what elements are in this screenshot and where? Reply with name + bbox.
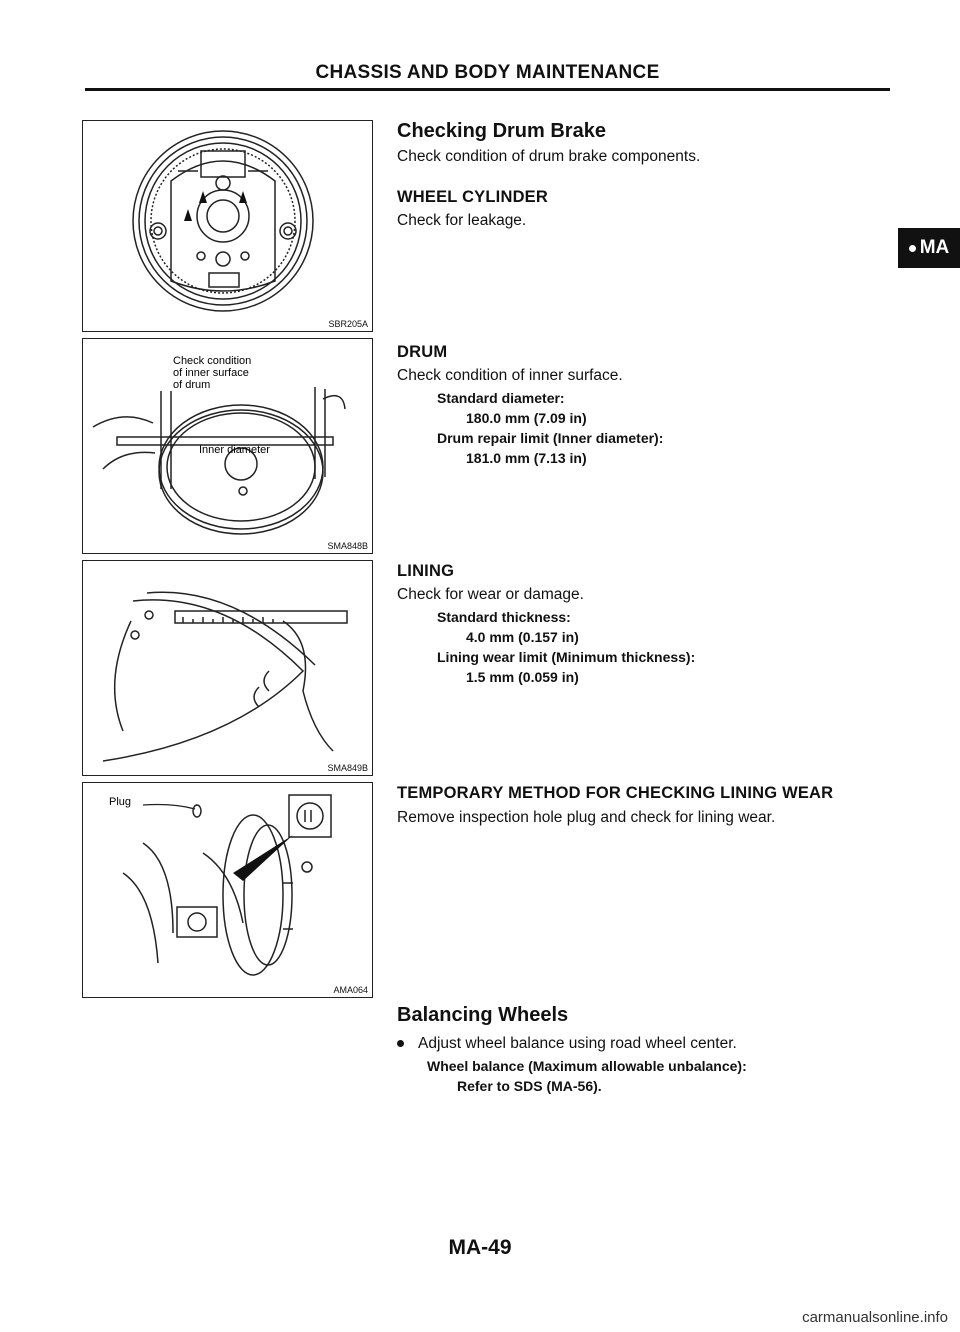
drum-limit-label: Drum repair limit (Inner diameter): — [437, 430, 664, 446]
page-header: CHASSIS AND BODY MAINTENANCE — [315, 62, 660, 83]
watermark: carmanualsonline.info — [802, 1309, 948, 1326]
callout-inner-surface: of inner surface — [173, 367, 249, 379]
lining-limit-value: 1.5 mm (0.059 in) — [466, 669, 579, 685]
brake-assembly-illustration — [83, 121, 372, 331]
lining-standard-label: Standard thickness: — [437, 609, 571, 625]
heading-temporary-method: TEMPORARY METHOD FOR CHECKING LINING WEAR — [397, 784, 834, 802]
heading-drum: DRUM — [397, 343, 448, 361]
heading-lining: LINING — [397, 562, 455, 580]
balancing-spec-block — [397, 1056, 747, 1096]
header-rule — [85, 88, 890, 91]
figure-inspection-plug — [82, 782, 373, 998]
figure-brake-assembly — [82, 120, 373, 332]
lining-spec-block — [397, 607, 695, 687]
callout-of-drum: of drum — [173, 379, 211, 391]
balancing-bullet-item — [397, 1035, 737, 1053]
drum-limit-value: 181.0 mm (7.13 in) — [466, 450, 587, 466]
inspection-plug-illustration — [83, 783, 372, 997]
figure-code: SMA848B — [327, 541, 368, 551]
callout-inner-diameter: Inner diameter — [199, 444, 270, 456]
bullet-icon — [909, 245, 916, 252]
temporary-method-text: Remove inspection hole plug and check for lining wear. — [397, 809, 776, 826]
figure-code: AMA064 — [333, 985, 368, 995]
figure-code: SMA849B — [327, 763, 368, 773]
drum-standard-value: 180.0 mm (7.09 in) — [466, 410, 587, 426]
figure-code: SBR205A — [328, 319, 368, 329]
balancing-spec-label: Wheel balance (Maximum allowable unbalance): — [427, 1058, 747, 1074]
drum-spec-block — [397, 388, 663, 468]
figure-lining-measure — [82, 560, 373, 776]
lining-limit-label: Lining wear limit (Minimum thickness): — [437, 649, 696, 665]
callout-check-condition: Check condition — [173, 355, 252, 367]
bullet-icon — [397, 1040, 404, 1047]
heading-wheel-cylinder: WHEEL CYLINDER — [397, 188, 549, 206]
lining-standard-value: 4.0 mm (0.157 in) — [466, 629, 579, 645]
section-title-drum-brake: Checking Drum Brake — [397, 120, 606, 142]
balancing-bullet-text: Adjust wheel balance using road wheel center. — [418, 1035, 737, 1052]
balancing-spec-value: Refer to SDS (MA-56). — [457, 1078, 602, 1094]
section-title-balancing: Balancing Wheels — [397, 1004, 569, 1026]
lining-text: Check for wear or damage. — [397, 586, 584, 603]
drum-measure-illustration — [83, 339, 372, 553]
callout-plug: Plug — [109, 796, 132, 808]
drum-text: Check condition of inner surface. — [397, 367, 623, 384]
page-number: MA-49 — [448, 1236, 512, 1259]
drum-brake-intro: Check condition of drum brake components. — [397, 148, 701, 165]
drum-standard-label: Standard diameter: — [437, 390, 565, 406]
wheel-cylinder-text: Check for leakage. — [397, 212, 527, 229]
figure-drum-measure — [82, 338, 373, 554]
section-tab-label: MA — [919, 237, 950, 258]
lining-measure-illustration — [83, 561, 372, 775]
section-tab — [898, 228, 960, 268]
